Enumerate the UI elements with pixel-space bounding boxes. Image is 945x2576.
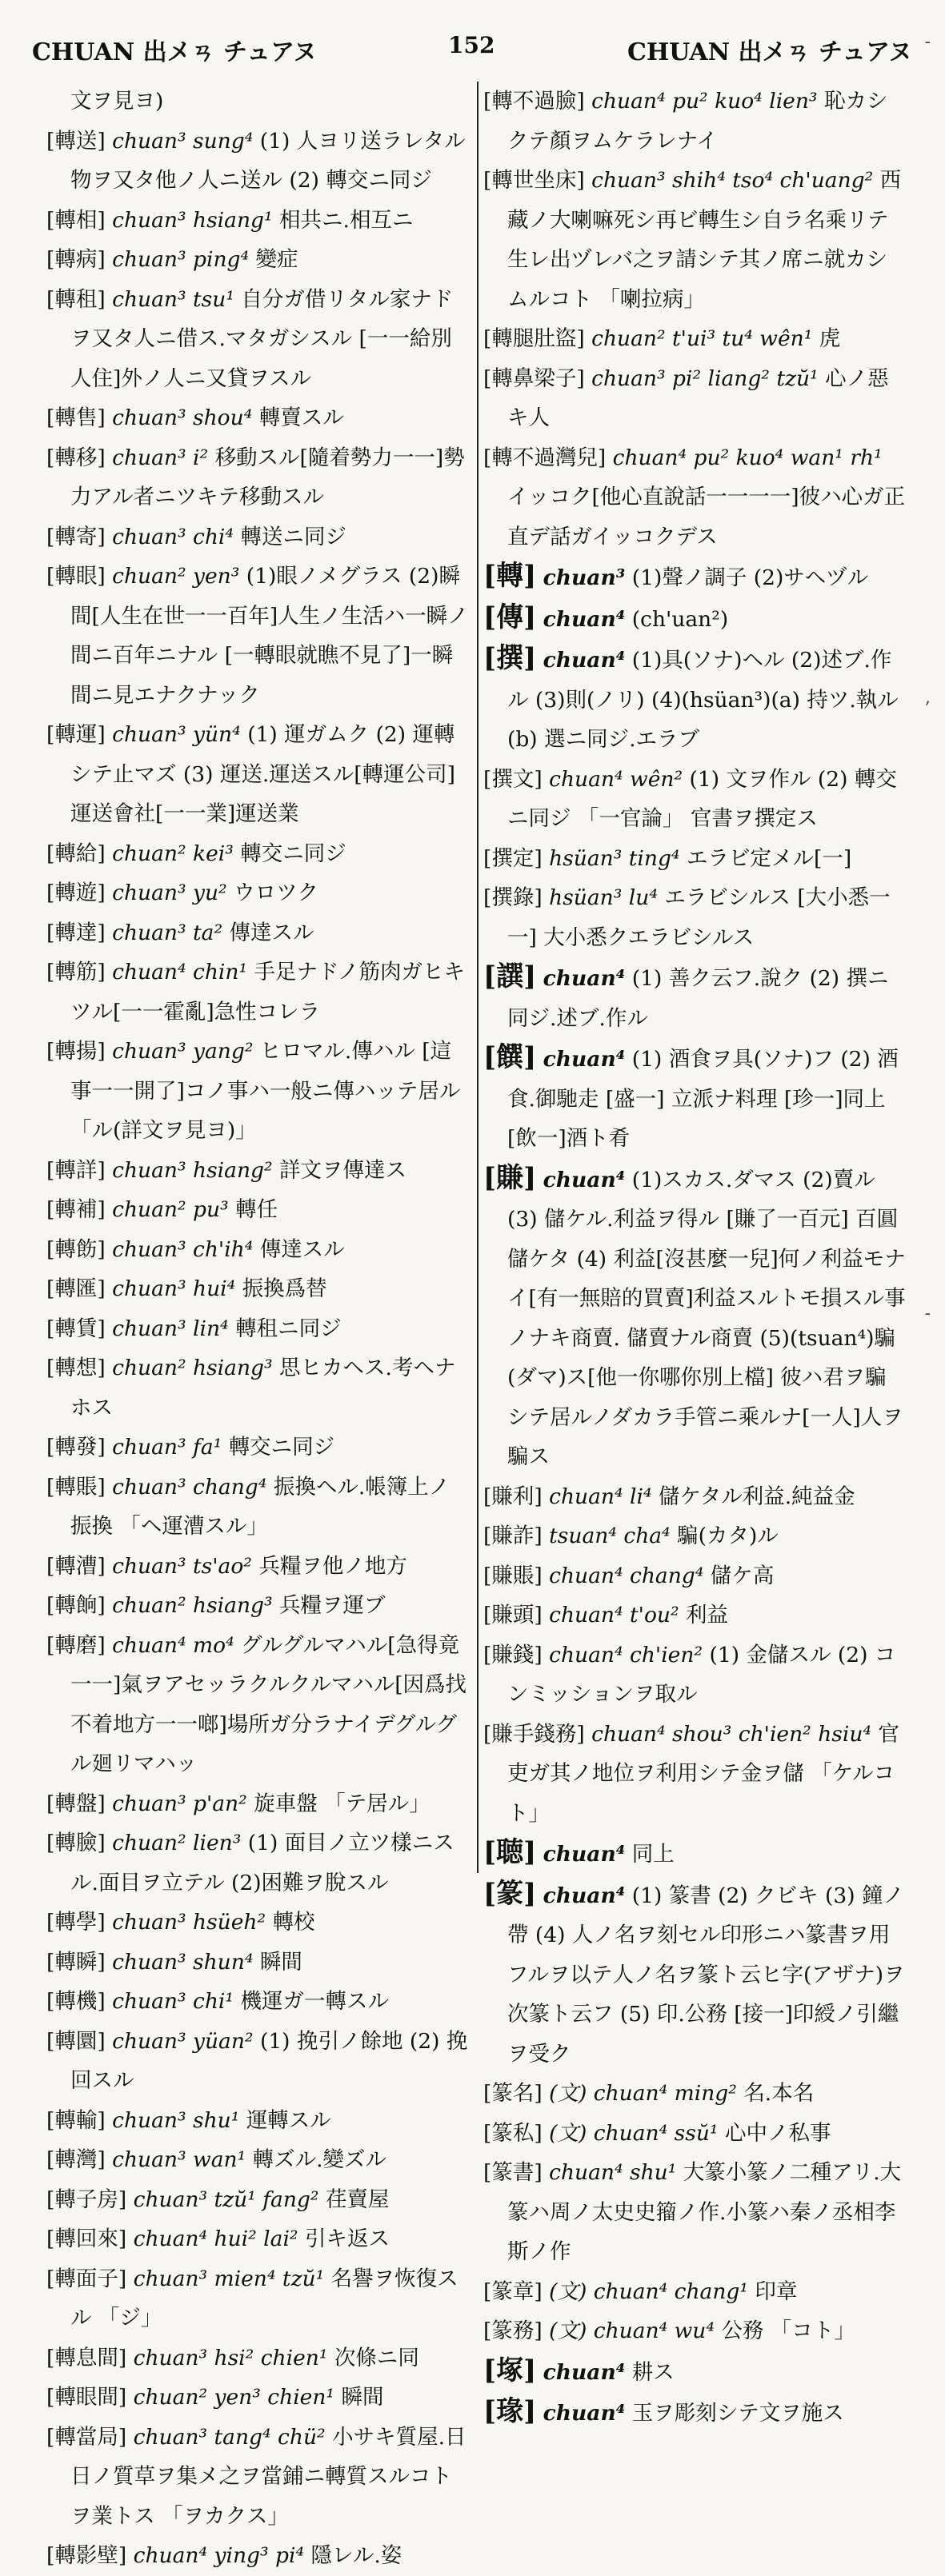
entry-definition: (1)眼ノメグラス (2)瞬間[人生在世一一百年]人生ノ生活ハ一瞬ノ間ニ百年ニナル [一轉眼就瞧不見了]一瞬間ニ見エナクナック	[70, 564, 469, 708]
entry-definition: 儲ケ高	[710, 1563, 775, 1588]
entry-definition: (1)具(ソナ)ヘル (2)述ブ.作ル (3)則(ノリ) (4)(hsüan³)(a) 持ツ.執ル (b) 選ニ同ジ.エラブ	[507, 648, 899, 752]
entry-definition: 自分ガ借リタル家ナドヲ又タ人ニ借ス.マタガシスル [一一給別人住]外ノ人ニ又貸ヲスル	[70, 286, 454, 391]
entry-definition: 騙(カタ)ル	[677, 1524, 779, 1548]
dictionary-entry	[483, 2392, 906, 2434]
entry-definition: 振換ヘル.帳簿上ノ振換 「ヘ運漕スル」	[70, 1474, 450, 1539]
entry-romanization: chuan⁴	[543, 1883, 626, 1908]
entry-romanization: chuan³	[543, 565, 626, 590]
dictionary-entry	[483, 557, 906, 598]
entry-headword: [轉腿肚盜]	[483, 326, 585, 351]
entry-headword: [轉筋]	[46, 960, 106, 984]
entry-definition: 文ヲ見ヨ)	[70, 89, 164, 114]
entry-definition: 利益	[686, 1603, 729, 1627]
dictionary-entry	[46, 1230, 470, 1270]
dictionary-entry	[46, 2338, 470, 2378]
left-column	[46, 82, 470, 2568]
entry-definition: (1) 酒食ヲ具(ソナ)フ (2) 酒食.御馳走 [盛一] 立派ナ料理 [珍一]同上[飲一]酒ト肴	[507, 1047, 899, 1151]
entry-headword: [轉餉]	[46, 1593, 106, 1618]
entry-definition: 公務 「コト」	[721, 2318, 855, 2343]
dictionary-entry	[46, 834, 470, 874]
entry-romanization: (文) chuan⁴ wu⁴	[549, 2318, 715, 2343]
entry-romanization: hsüan³ lu⁴	[549, 885, 658, 910]
entry-definition: 轉送ニ同ジ	[240, 524, 346, 549]
entry-definition: 恥カシクテ顏ヲムケラレナイ	[507, 89, 888, 154]
dictionary-entry	[483, 1833, 906, 1875]
entry-headword: [賺詐]	[483, 1524, 543, 1548]
entry-romanization: chuan³ yüan²	[112, 2028, 254, 2054]
page-header	[32, 26, 912, 74]
entry-romanization: chuan⁴ ying³ pi⁴	[133, 2543, 305, 2568]
entry-romanization: chuan³ ping⁴	[112, 247, 250, 272]
entry-headword: [傳]	[483, 601, 537, 633]
entry-headword: [轉賬]	[46, 1474, 106, 1500]
entry-definition: 旋車盤 「テ居ル」	[254, 1791, 430, 1816]
entry-definition: 兵糧ヲ運ブ	[279, 1593, 386, 1618]
entry-headword: [轉匯]	[46, 1276, 106, 1301]
dictionary-entry	[483, 1477, 906, 1517]
entry-romanization: chuan³ shun⁴	[112, 1949, 254, 1975]
dictionary-entry	[46, 517, 470, 557]
entry-headword: [轉學]	[46, 1910, 106, 1935]
entry-definition: 儲ケタル利益.純益金	[659, 1484, 855, 1509]
entry-romanization: tsuan⁴ cha⁴	[549, 1524, 671, 1548]
entry-headword: [轉眼間]	[46, 2385, 127, 2410]
margin-mark: -	[924, 32, 931, 52]
dictionary-entry	[483, 1635, 906, 1715]
entry-romanization: chuan⁴ chang⁴	[549, 1563, 704, 1588]
dictionary-entry	[483, 2272, 906, 2312]
entry-headword: [轉輸]	[46, 2107, 106, 2133]
entry-headword: [轉相]	[46, 207, 106, 233]
dictionary-entry	[483, 1159, 906, 1477]
entry-romanization: chuan⁴ ch'ien²	[549, 1642, 703, 1667]
entry-headword: [篆章]	[483, 2278, 543, 2304]
entry-romanization: chuan³ mien⁴ tzŭ¹	[133, 2266, 325, 2291]
dictionary-entry	[483, 1715, 906, 1834]
entry-definition: 相共ニ.相互ニ	[279, 207, 414, 233]
dictionary-entry	[483, 2311, 906, 2351]
entry-definition: イッコク[他心直說話一一一一]彼ハ心ガ正直デ話ガイッコクデス	[507, 485, 906, 549]
entry-definition: 瞬間	[259, 1949, 302, 1975]
dictionary-entry	[483, 2153, 906, 2272]
entry-headword: [塚]	[483, 2354, 537, 2386]
entry-definition: 小サキ質屋.日日ノ質草ヲ集メ之ヲ當鋪ニ轉質スルコトヲ業トス 「ヲカクス」	[70, 2424, 466, 2529]
dictionary-entry	[46, 1348, 470, 1428]
entry-headword: [轉當局]	[46, 2424, 127, 2450]
entry-romanization: chuan³ chi⁴	[112, 524, 234, 549]
dictionary-entry	[46, 1428, 470, 1468]
entry-headword: [轉賃]	[46, 1316, 106, 1341]
dictionary-entry	[46, 1823, 470, 1903]
dictionary-entry	[46, 1547, 470, 1587]
entry-headword: [賺錢]	[483, 1642, 543, 1667]
entry-romanization: chuan⁴ pu² kuo⁴ wan¹ rh¹	[612, 445, 883, 470]
dictionary-entry	[46, 2418, 470, 2537]
entry-definition: 變症	[255, 247, 298, 272]
entry-romanization: chuan² lien³	[112, 1831, 242, 1855]
dictionary-entry	[46, 1784, 470, 1824]
entry-romanization: chuan³ p'an²	[112, 1791, 247, 1816]
entry-headword: [轉磨]	[46, 1632, 106, 1658]
entry-romanization: chuan³ i²	[112, 445, 209, 470]
entry-headword: [轉影壁]	[46, 2543, 127, 2568]
entry-headword: [譔]	[483, 961, 537, 992]
entry-definition: ヒロマル.傳ハル [這事一一開了]コノ事ハ一般ニ傳ハッテ居ル 「ル(詳文ヲ見ヨ)」	[70, 1039, 461, 1143]
entry-definition: 轉交ニ同ジ	[228, 1435, 335, 1460]
entry-headword: [轉寄]	[46, 524, 106, 549]
dictionary-entry	[46, 82, 470, 122]
entry-romanization: chuan² hsiang³	[112, 1356, 273, 1380]
dictionary-entry	[46, 1943, 470, 1983]
entry-headword: [轉租]	[46, 286, 106, 312]
entry-romanization: chuan⁴ li⁴	[549, 1484, 652, 1509]
entry-definition: (1) 金儲スル (2) コンミッションヲ取ル	[507, 1642, 896, 1707]
dictionary-entry	[483, 598, 906, 640]
entry-definition: 心ノ惡キ人	[507, 365, 889, 430]
entry-romanization: (文) chuan⁴ chang¹	[549, 2278, 748, 2304]
dictionary-entry	[483, 839, 906, 879]
entry-headword: [轉機]	[46, 1989, 106, 2014]
entry-headword: [轉詳]	[46, 1157, 106, 1183]
dictionary-entry	[46, 2259, 470, 2338]
entry-romanization: chuan³ yün⁴	[112, 722, 241, 747]
entry-headword: [篆]	[483, 1877, 537, 1910]
dictionary-entry	[46, 2101, 470, 2141]
dictionary-entry	[46, 1190, 470, 1230]
entry-headword: [轉面子]	[46, 2266, 127, 2291]
dictionary-entry	[46, 1903, 470, 1943]
entry-romanization: chuan⁴ hui² lai²	[133, 2227, 298, 2251]
entry-definition: 隱レル.姿	[310, 2543, 402, 2568]
entry-definition: 虎	[819, 326, 841, 351]
dictionary-entry	[483, 1516, 906, 1556]
entry-romanization: chuan⁴	[543, 1842, 626, 1867]
entry-headword: [轉子房]	[46, 2187, 127, 2212]
dictionary-entry	[483, 1875, 906, 2075]
entry-romanization: chuan⁴	[543, 966, 626, 991]
entry-romanization: chuan⁴ chin¹	[112, 960, 248, 984]
entry-headword: [篆務]	[483, 2318, 543, 2343]
entry-definition: 轉交ニ同ジ	[240, 841, 346, 866]
dictionary-entry	[46, 201, 470, 241]
entry-definition: 運轉スル	[246, 2107, 331, 2133]
entry-definition: 西藏ノ大喇嘛死シ再ビ轉生シ自ラ名乘リテ生レ出ヅレバ之ヲ請シテ其ノ席ニ就カシムルコト 「喇拉病」	[507, 168, 902, 312]
entry-definition: 傳達スル	[229, 920, 314, 945]
dictionary-entry	[46, 122, 470, 201]
entry-headword: [轉息間]	[46, 2345, 127, 2370]
entry-headword: [轉臉]	[46, 1831, 106, 1855]
margin-mark: -	[924, 1304, 931, 1324]
entry-romanization: chuan³ hsiang¹	[112, 207, 273, 233]
entry-headword: [賺頭]	[483, 1603, 543, 1627]
entry-definition: 傳達スル	[259, 1236, 345, 1262]
entry-romanization: chuan³ shu¹	[112, 2107, 240, 2133]
entry-headword: [瑑]	[483, 2395, 537, 2427]
entry-headword: [轉鼻梁子]	[483, 365, 585, 391]
entry-headword: [撰錄]	[483, 885, 543, 910]
right-column	[477, 82, 906, 2427]
entry-romanization: chuan³ hui⁴	[112, 1276, 236, 1301]
entry-headword: [轉想]	[46, 1356, 106, 1380]
entry-definition: 耕ス	[631, 2359, 675, 2385]
dictionary-entry	[483, 957, 906, 1038]
dictionary-entry	[46, 1032, 470, 1151]
entry-romanization: chuan³ pi² liang² tzŭ¹	[591, 365, 819, 391]
entry-headword: [轉漕]	[46, 1553, 106, 1579]
entry-headword: [轉回來]	[46, 2227, 127, 2251]
page-number: 152	[448, 32, 495, 58]
dictionary-entry	[483, 161, 906, 319]
entry-definition: 轉賣スル	[258, 405, 344, 430]
dictionary-entry	[46, 2180, 470, 2220]
dictionary-entry	[46, 1269, 470, 1309]
entry-definition: 官吏ガ其ノ地位ヲ利用シテ金ヲ儲 「ケルコト」	[507, 1721, 899, 1826]
entry-definition: ウロツク	[234, 881, 318, 905]
entry-headword: [篆私]	[483, 2120, 543, 2146]
margin-mark: ,	[925, 688, 931, 708]
entry-headword: [賺利]	[483, 1484, 543, 1509]
entry-romanization: chuan² kei³	[112, 841, 234, 866]
entry-headword: [轉圜]	[46, 2028, 106, 2054]
entry-romanization: chuan⁴ wên²	[549, 766, 683, 792]
entry-romanization: hsüan³ ting⁴	[549, 845, 680, 871]
entry-romanization: chuan³ tsu¹	[112, 286, 234, 312]
entry-definition: 心中ノ私事	[724, 2120, 831, 2146]
entry-romanization: chuan³ chang⁴	[112, 1474, 267, 1500]
dictionary-entry	[46, 2219, 470, 2259]
dictionary-entry	[46, 1151, 470, 1191]
entry-romanization: chuan⁴ pu² kuo⁴ lien³	[591, 89, 818, 114]
entry-romanization: chuan³ shou⁴	[112, 405, 253, 430]
entry-romanization: chuan² yen³ chien¹	[133, 2385, 335, 2410]
entry-headword: [篆書]	[483, 2160, 543, 2185]
entry-definition: (1) 善ク云フ.說ク (2) 撰ニ同ジ.述ブ.作ル	[507, 966, 889, 1031]
dictionary-entry	[46, 1468, 470, 1547]
entry-romanization: chuan³ wan¹	[112, 2147, 246, 2172]
entry-headword: [撰定]	[483, 845, 543, 871]
entry-definition: グルグルマハル[急得竟一一]氣ヲアセッラクルクルマハル[因爲找不着地方一一啷]場所ガ分ラナイデグルグル廻リマハッ	[70, 1632, 467, 1776]
entry-headword: [饌]	[483, 1041, 537, 1073]
dictionary-entry	[46, 280, 470, 399]
entry-romanization: (文) chuan⁴ ming²	[549, 2081, 737, 2106]
entry-romanization: chuan³ ta²	[112, 920, 223, 945]
entry-romanization: chuan³ hsi² chien¹	[133, 2345, 328, 2370]
entry-definition: エラビシルス [大小悉一一] 大小悉クエラビシルス	[507, 885, 891, 950]
dictionary-entry	[46, 557, 470, 715]
entry-definition: 大篆小篆ノ二種アリ.大篆ハ周ノ太史史籀ノ作.小篆ハ秦ノ丞相李斯ノ作	[507, 2160, 902, 2264]
dictionary-entry	[46, 715, 470, 834]
entry-headword: [轉盤]	[46, 1791, 106, 1816]
entry-definition: 轉校	[272, 1910, 315, 1935]
entry-definition: 引キ返ス	[304, 2227, 390, 2251]
entry-headword: [轉補]	[46, 1197, 106, 1222]
entry-romanization: chuan² pu³	[112, 1197, 229, 1222]
entry-headword: [轉不過臉]	[483, 89, 585, 114]
entry-romanization: chuan⁴	[543, 606, 626, 632]
entry-definition: 振換爲替	[242, 1276, 327, 1301]
dictionary-entry	[46, 2140, 470, 2180]
entry-definition: 轉任	[235, 1197, 278, 1222]
entry-romanization: chuan⁴ t'ou²	[549, 1603, 679, 1627]
dictionary-entry	[46, 953, 470, 1032]
entry-definition: 機運ガ一轉スル	[240, 1989, 389, 2014]
entry-romanization: chuan³ ts'ao²	[112, 1553, 252, 1579]
entry-headword: [轉世坐床]	[483, 168, 585, 193]
entry-romanization: chuan³ chi¹	[112, 1989, 234, 2014]
entry-romanization: chuan⁴	[543, 2401, 626, 2426]
entry-definition: 玉ヲ彫刻シテ文ヲ施ス	[631, 2401, 844, 2426]
entry-romanization: chuan³ lin⁴	[112, 1316, 229, 1341]
entry-headword: [轉達]	[46, 920, 106, 945]
dictionary-entry	[483, 1596, 906, 1635]
dictionary-entry	[483, 1556, 906, 1596]
dictionary-entry	[46, 398, 470, 438]
dictionary-entry	[483, 2351, 906, 2393]
running-head-left: CHUAN 出メㄢ チュアヌ	[32, 38, 318, 66]
entry-definition: (1)聲ノ調子 (2)サヘヅル	[631, 565, 869, 590]
running-head-right: CHUAN 出メㄢ チュアヌ	[627, 38, 912, 66]
entry-definition: 名譽ヲ恢復スル 「ジ」	[70, 2266, 458, 2330]
entry-romanization: chuan³ tang⁴ chü²	[133, 2424, 326, 2450]
entry-definition: (1) 挽引ノ餘地 (2) 挽回スル	[70, 2028, 468, 2093]
entry-headword: [撰文]	[483, 766, 543, 792]
entry-romanization: chuan⁴	[543, 648, 626, 673]
entry-romanization: chuan³ hsiang²	[112, 1157, 273, 1183]
entry-definition: 名.本名	[743, 2081, 815, 2106]
dictionary-entry	[483, 438, 906, 557]
entry-romanization: chuan³ fa¹	[112, 1435, 222, 1460]
entry-headword: [轉灣]	[46, 2147, 106, 2172]
dictionary-entry	[46, 1586, 470, 1626]
entry-headword: [篆名]	[483, 2081, 543, 2106]
entry-definition: (1) 運ガムク (2) 運轉シテ止マズ (3) 運送.運送スル[轉運公司]運送會社[一一業]運送業	[70, 722, 455, 826]
entry-definition: (1) 人ヨリ送ラレタル物ヲ又タ他ノ人ニ送ル (2) 轉交ニ同ジ	[70, 128, 466, 193]
entry-headword: [賺手錢務]	[483, 1721, 585, 1747]
entry-romanization: chuan³ shih⁴ tso⁴ ch'uang²	[591, 168, 874, 193]
entry-definition: (1) 篆書 (2) クビキ (3) 鐘ノ帶 (4) 人ノ名ヲ刻セル印形ニハ篆書ヲ用フルヲ以テ人ノ名ヲ篆ト云ヒ字(アザナ)ヲ次篆ト云フ (5) 印.公務 [接一]印綬ノ引繼ヲ受ク	[507, 1883, 905, 2067]
dictionary-entry	[46, 1309, 470, 1349]
entry-definition: 荏賣屋	[325, 2187, 390, 2212]
entry-definition: 移動スル[隨着勢力一一]勢力アル者ニツキテ移動スル	[70, 445, 465, 509]
entry-definition: 瞬間	[341, 2385, 384, 2410]
entry-definition: 轉ズル.變ズル	[252, 2147, 387, 2172]
dictionary-entry	[483, 2074, 906, 2114]
entry-romanization: chuan³ yang²	[112, 1039, 254, 1064]
dictionary-entry	[483, 82, 906, 161]
entry-headword: [轉售]	[46, 405, 106, 430]
entry-definition: 手足ナドノ筋肉ガヒキツル[一一霍亂]急性コレラ	[70, 960, 465, 1024]
entry-definition: 兵糧ヲ他ノ地方	[258, 1553, 407, 1579]
dictionary-entry	[483, 359, 906, 438]
entry-headword: [賺]	[483, 1161, 537, 1194]
entry-headword: [賺賬]	[483, 1563, 543, 1588]
entry-romanization: chuan² yen³	[112, 564, 240, 589]
entry-definition: (1) 面目ノ立ツ樣ニスル.面目ヲ立テル (2)困難ヲ脫スル	[70, 1831, 454, 1895]
entry-headword: [轉移]	[46, 445, 106, 470]
dictionary-entry	[46, 2536, 470, 2576]
dictionary-entry	[483, 760, 906, 839]
dictionary-entry	[46, 1982, 470, 2022]
entry-headword: [轉給]	[46, 841, 106, 866]
entry-definition: エラビ定メル[一]	[687, 845, 852, 871]
entry-romanization: chuan³ hsüeh²	[112, 1910, 266, 1935]
entry-romanization: chuan⁴	[543, 1167, 626, 1192]
entry-definition: 詳文ヲ傳達ス	[279, 1157, 407, 1183]
dictionary-entry	[46, 2022, 470, 2101]
dictionary-entry	[46, 913, 470, 953]
dictionary-entry	[46, 240, 470, 280]
entry-definition: (1) 文ヲ作ル (2) 轉交ニ同ジ 「一官論」 官書ヲ撰定ス	[507, 766, 897, 831]
entry-romanization: chuan⁴	[543, 1047, 626, 1072]
dictionary-entry	[46, 2378, 470, 2418]
dictionary-entry	[46, 873, 470, 913]
entry-romanization: chuan² hsiang³	[112, 1593, 273, 1618]
entry-romanization: chuan⁴ shu¹	[549, 2160, 677, 2185]
entry-definition: 轉租ニ同ジ	[235, 1316, 342, 1341]
dictionary-entry	[483, 878, 906, 957]
entry-headword: [撰]	[483, 642, 537, 674]
entry-romanization: chuan³ ch'ih⁴	[112, 1236, 254, 1262]
entry-headword: [轉飭]	[46, 1236, 106, 1262]
entry-romanization: chuan² t'ui³ tu⁴ wên¹	[591, 326, 813, 351]
dictionary-entry	[483, 319, 906, 359]
entry-definition: 思ヒカヘス.考ヘナホス	[70, 1356, 456, 1420]
entry-romanization: chuan³ tzŭ¹ fang²	[133, 2187, 319, 2212]
entry-headword: [轉瞬]	[46, 1949, 106, 1975]
entry-romanization: chuan⁴	[543, 2359, 626, 2385]
entry-headword: [轉眼]	[46, 564, 106, 589]
entry-headword: [轉不過灣兒]	[483, 445, 607, 470]
entry-headword: [轉送]	[46, 128, 106, 154]
dictionary-entry	[483, 2114, 906, 2154]
dictionary-entry	[483, 1038, 906, 1159]
entry-headword: [轉]	[483, 560, 537, 592]
entry-romanization: (文) chuan⁴ ssŭ¹	[549, 2120, 719, 2146]
dictionary-entry	[46, 438, 470, 517]
entry-romanization: chuan³ yu²	[112, 881, 227, 905]
entry-headword: [轉揚]	[46, 1039, 106, 1064]
dictionary-entry	[46, 1626, 470, 1784]
entry-headword: [轉運]	[46, 722, 106, 747]
entry-romanization: chuan⁴ shou³ ch'ien² hsiu⁴	[591, 1721, 872, 1747]
entry-headword: [轉遊]	[46, 881, 106, 905]
entry-definition: 次條ニ同	[334, 2345, 419, 2370]
entry-definition: (1)スカス.ダマス (2)賣ル (3) 儲ケル.利益ヲ得ル [賺了一百元] 百圓儲ケタ (4) 利益[沒甚麼一兒]何ノ利益モナイ[有一無賠的買賣]利益スルトモ損スル事ノナキ商賣. 儲賣ナル商賣 (5)(tsuan⁴)騙(ダマ)ス[他一你哪你別上檔] 彼ハ君ヲ騙シテ居ルノダカラ手管ニ乘ルナ[一人]人ヲ騙ス	[507, 1167, 906, 1469]
entry-definition: (ch'uan²)	[631, 606, 729, 632]
entry-definition: 同上	[631, 1842, 675, 1867]
entry-romanization: chuan³ sung⁴	[112, 128, 254, 154]
entry-headword: [聴]	[483, 1836, 537, 1868]
dictionary-entry	[483, 639, 906, 760]
entry-headword: [轉發]	[46, 1435, 106, 1460]
entry-romanization: chuan⁴ mo⁴	[112, 1632, 234, 1658]
entry-definition: 印章	[755, 2278, 798, 2304]
entry-headword: [轉病]	[46, 247, 106, 272]
